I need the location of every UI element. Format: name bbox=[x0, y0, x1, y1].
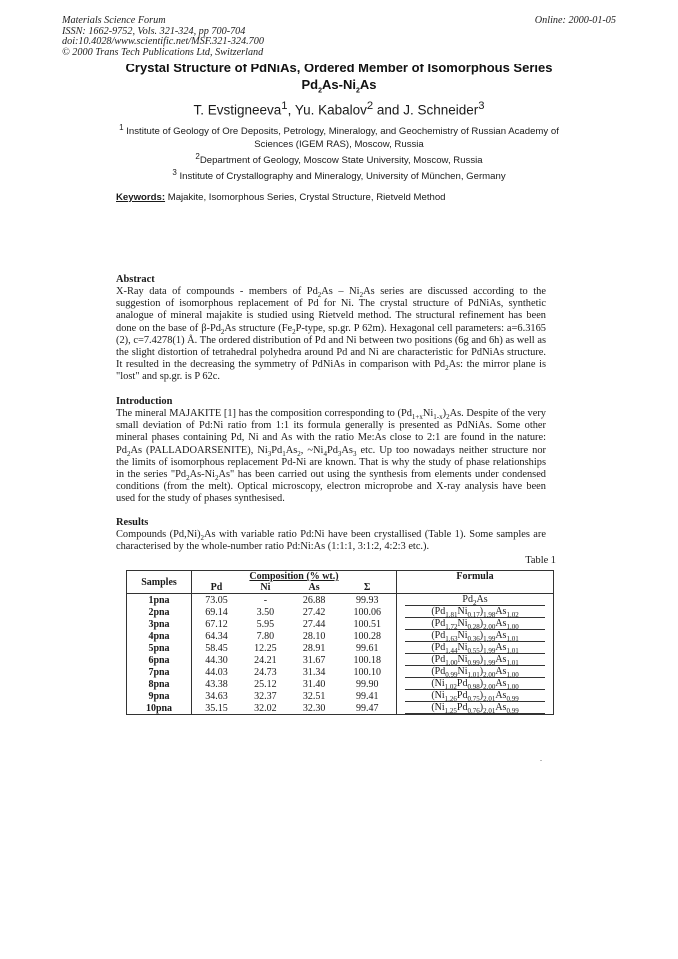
abstract-text bbox=[116, 286, 546, 384]
cell-sample: 6pna bbox=[127, 654, 192, 666]
cell-pd: 69.14 bbox=[205, 606, 228, 618]
intro-sub: 3 bbox=[267, 449, 272, 458]
cell-sample: 4pna bbox=[127, 630, 192, 642]
cell-sum: 100.28 bbox=[353, 630, 381, 642]
online-date: Online: 2000-01-05 bbox=[534, 15, 616, 26]
cell-sum: 100.10 bbox=[353, 666, 381, 678]
cell-formula bbox=[397, 666, 554, 678]
cell-sample: 8pna bbox=[127, 678, 192, 690]
cell-ni: 12.25 bbox=[254, 642, 277, 654]
cell-sum: 100.18 bbox=[353, 654, 381, 666]
cell-pd: 35.15 bbox=[192, 702, 242, 715]
cell-ni: 24.21 bbox=[254, 654, 277, 666]
cell-formula bbox=[397, 654, 554, 666]
table-body bbox=[127, 594, 554, 715]
cell-sum: 99.93 bbox=[355, 594, 379, 606]
intro-sub: 4 bbox=[323, 449, 327, 458]
abstract-sub: 2 bbox=[292, 327, 296, 336]
table-label: Table 1 bbox=[525, 555, 556, 566]
cell-pd: 34.63 bbox=[205, 690, 228, 702]
cell-sum: 99.47 bbox=[338, 702, 396, 715]
cell-as: 32.30 bbox=[290, 702, 339, 715]
affiliation-1 bbox=[100, 122, 578, 151]
author-sep-2: and bbox=[373, 102, 404, 118]
intro-seg: Pd bbox=[271, 444, 283, 456]
cell-formula bbox=[397, 606, 554, 618]
cell-pd: 73.05 bbox=[205, 594, 228, 606]
cell-sample: 7pna bbox=[127, 666, 192, 678]
doi-line: doi:10.4028/www.scientific.net/MSF.321-324.700 bbox=[62, 36, 264, 48]
table-row bbox=[127, 654, 554, 666]
cell-pd: 44.30 bbox=[205, 654, 228, 666]
intro-seg: ) bbox=[442, 408, 447, 419]
cell-sum: 99.61 bbox=[355, 642, 379, 654]
cell-sum: 100.51 bbox=[353, 618, 381, 630]
intro-seg: As bbox=[341, 444, 353, 456]
cell-formula bbox=[397, 702, 554, 715]
affiliation-3 bbox=[100, 167, 578, 184]
formula-text: $Pd_2As$ bbox=[405, 594, 545, 606]
author-3: J. Schneider bbox=[403, 102, 479, 118]
table-row bbox=[127, 666, 554, 678]
keywords-label: Keywords: bbox=[116, 192, 166, 203]
cell-pd: 64.34 bbox=[205, 630, 228, 642]
cell-ni: 5.95 bbox=[256, 618, 275, 630]
intro-seg: Ni bbox=[422, 408, 434, 419]
formula-text: $(Pd_{0.99}Ni_{1.01})_{2.00}As_{1.00}$ bbox=[405, 666, 545, 678]
abstract-sub: 2 bbox=[359, 291, 364, 300]
cell-as: 31.34 bbox=[302, 666, 326, 678]
formula-text: $(Ni_{1.25}Pd_{0.76})_{2.01}As_{0.99}$ bbox=[405, 702, 545, 714]
introduction-text bbox=[116, 408, 546, 506]
formula-text: $(Pd_{1.44}Ni_{0.55})_{1.99}As_{1.01}$ bbox=[405, 642, 545, 654]
introduction-heading: Introduction bbox=[116, 396, 173, 407]
intro-sub: 2 bbox=[214, 474, 219, 483]
author-3-mark: 3 bbox=[478, 100, 485, 112]
affiliation-3-mark: 3 bbox=[172, 168, 177, 177]
formula-text: $(Ni_{1.02}Pd_{0.98})_{2.00}As_{1.00}$ bbox=[405, 678, 545, 690]
cell-ni: 24.73 bbox=[254, 666, 277, 678]
paper-title-formula: $Pd_2As-Ni_2As$ bbox=[301, 77, 377, 95]
intro-seg: As" has been carried out using the synthesis from elements under condensed conditions (from the melt). Optical microscopy, electron microprobe and X-ray analysis have been used for the study of phases synthesised. bbox=[116, 469, 546, 505]
author-2-mark: 2 bbox=[366, 100, 374, 112]
cell-pd: 58.45 bbox=[205, 642, 228, 654]
author-2: Yu. Kabalov bbox=[294, 102, 367, 118]
cell-ni: 32.02 bbox=[241, 702, 290, 715]
cell-as: 27.44 bbox=[302, 618, 326, 630]
author-1-mark: 1 bbox=[281, 100, 288, 112]
keywords bbox=[116, 192, 446, 203]
table-row bbox=[127, 702, 554, 715]
intro-sub: 2 bbox=[186, 474, 190, 483]
journal-name: Materials Science Forum bbox=[62, 15, 166, 26]
page-speck bbox=[540, 760, 542, 761]
cell-formula bbox=[397, 690, 554, 702]
cell-ni: 7.80 bbox=[256, 630, 275, 642]
affiliation-1-text: Institute of Geology of Ore Deposits, Petrology, Mineralogy, and Geochemistry of Russian Academy of Sciences (IGEM RAS), Moscow, Russia bbox=[126, 126, 559, 150]
intro-sub: 1 bbox=[282, 449, 286, 458]
table-row bbox=[127, 618, 554, 630]
affiliation-2-mark: 2 bbox=[195, 152, 200, 161]
affiliation-3-text: Institute of Crystallography and Mineralogy, University of München, Germany bbox=[179, 171, 506, 183]
cell-as: 32.51 bbox=[302, 690, 326, 702]
cell-pd: 43.38 bbox=[205, 678, 228, 690]
table-row bbox=[127, 678, 554, 690]
cell-sum: 100.06 bbox=[353, 606, 381, 618]
cell-formula bbox=[397, 678, 554, 690]
paper-title-line1-text: Crystal Structure of PdNiAs, Ordered Member of Isomorphous Series bbox=[125, 64, 553, 75]
intro-sub: 3 bbox=[352, 449, 357, 458]
copyright-line: © 2000 Trans Tech Publications Ltd, Switzerland bbox=[62, 46, 264, 58]
cell-formula bbox=[397, 642, 554, 654]
header-samples: Samples bbox=[127, 571, 192, 594]
abstract-seg: As – Ni bbox=[321, 286, 360, 297]
cell-sample: 10pna bbox=[127, 702, 192, 715]
page-header-citation bbox=[62, 16, 264, 58]
abstract-seg: As series are discussed according to the suggestion of isomorphous replacement of Pd for Ni. The crystal structure of PdNiAs, synthetic analogue of mineral majakite is studied using Rietveld method. The structural refinement has been done on the base of β-Pd bbox=[116, 286, 546, 334]
intro-sub: 2 bbox=[297, 449, 301, 458]
cell-sample: 2pna bbox=[127, 606, 192, 618]
cell-formula bbox=[397, 594, 554, 607]
table-row bbox=[127, 642, 554, 654]
cell-ni: 32.37 bbox=[254, 690, 277, 702]
formula-text: $(Pd_{1.63}Ni_{0.36})_{1.99}As_{1.01}$ bbox=[405, 630, 545, 642]
cell-sum: 99.90 bbox=[355, 678, 379, 690]
header-composition bbox=[192, 571, 397, 583]
abstract-seg: X-Ray data of compounds - members of Pd bbox=[116, 286, 318, 297]
cell-as: 28.91 bbox=[302, 642, 326, 654]
cell-as: 31.67 bbox=[302, 654, 326, 666]
header-ni: Ni bbox=[241, 582, 290, 594]
issn-line: ISSN: 1662-9752, Vols. 321-324, pp 700-704 bbox=[62, 25, 246, 37]
intro-seg: The mineral MAJAKITE [1] has the composition corresponding to (Pd bbox=[116, 408, 412, 419]
cell-ni: - bbox=[263, 594, 268, 606]
cell-pd: 67.12 bbox=[205, 618, 228, 630]
header-formula: Formula bbox=[397, 571, 554, 594]
intro-sub: 2 bbox=[446, 413, 450, 422]
results-heading: Results bbox=[116, 517, 149, 528]
table-row bbox=[127, 630, 554, 642]
cell-as: 26.88 bbox=[302, 594, 326, 606]
cell-as: 28.10 bbox=[302, 630, 326, 642]
header-composition-label: Composition (% wt.) bbox=[249, 571, 339, 582]
cell-as: 31.40 bbox=[302, 678, 326, 690]
cell-sample: 1pna bbox=[127, 594, 192, 607]
author-sep-1: , bbox=[287, 102, 295, 118]
cell-sample: 5pna bbox=[127, 642, 192, 654]
results-text: Compounds $(Pd,Ni)_2As$ with variable ratio Pd:Ni have been crystallised (Table 1). Some samples are characterised by the whole-number ratio Pd:Ni:As (1:1:1, 3:1:2, 4:2:3 etc.). bbox=[116, 529, 546, 553]
intro-sub: 3 bbox=[337, 449, 342, 458]
formula-text: $(Ni_{1.26}Pd_{0.75})_{2.01}As_{0.99}$ bbox=[405, 690, 545, 702]
formula-text: $(Pd_{1.81}Ni_{0.17})_{1.98}As_{1.02}$ bbox=[405, 606, 545, 618]
table-row bbox=[127, 594, 554, 607]
abstract-seg: P-type, sp.gr. P 62m). Hexagonal cell parameters: a=6.3165 (2), c=7.4278(1) Å. The ordered distribution of Pd and Ni between two positions (6g and 6h) as well as the slight distortion of tetrahedral polyhedra around Pd and Ni are characteristic for PdNiAs structure. It resulted in the decreasing the symmetry of PdNiAs in comparison with Pd bbox=[116, 322, 546, 371]
abstract-sub: 2 bbox=[445, 364, 449, 373]
intro-seg: As-Ni bbox=[189, 469, 215, 481]
abstract-sub: 2 bbox=[317, 291, 322, 300]
cell-as: 27.42 bbox=[302, 606, 326, 618]
composition-table bbox=[126, 570, 554, 715]
affiliation-2-text: Department of Geology, Moscow State University, Moscow, Russia bbox=[199, 155, 483, 167]
cell-sample: 3pna bbox=[127, 618, 192, 630]
paper-title-line1 bbox=[0, 64, 678, 75]
table-row bbox=[127, 606, 554, 618]
author-list bbox=[0, 100, 678, 118]
formula-text: $(Pd_{1.00}Ni_{0.99})_{1.99}As_{1.01}$ bbox=[405, 654, 545, 666]
cell-formula bbox=[397, 630, 554, 642]
table-row bbox=[127, 690, 554, 702]
intro-seg: As bbox=[285, 444, 298, 456]
intro-sub: 1+x bbox=[411, 413, 423, 422]
cell-pd: 44.03 bbox=[205, 666, 228, 678]
cell-sum: 99.41 bbox=[355, 690, 379, 702]
intro-seg: etc. Up too nowadays neither structure nor the limits of isomorphous replacement Pd-Ni are known. That is why the study of phase relationships in the series "Pd bbox=[116, 444, 546, 481]
cell-ni: 25.12 bbox=[254, 678, 277, 690]
abstract-sub: 2 bbox=[220, 327, 225, 336]
abstract-heading: Abstract bbox=[116, 274, 155, 285]
intro-sub: 1-x bbox=[433, 413, 443, 422]
header-pd: Pd bbox=[192, 582, 242, 594]
abstract-seg: As structure (Fe bbox=[224, 322, 293, 334]
formula-text: $(Pd_{1.72}Ni_{0.28})_{2.00}As_{1.00}$ bbox=[405, 618, 545, 630]
affiliation-2 bbox=[100, 151, 578, 168]
cell-formula bbox=[397, 618, 554, 630]
abstract-seg: As: the mirror plane is "lost" and sp.gr. is P 62c. bbox=[116, 359, 546, 383]
cell-sample: 9pna bbox=[127, 690, 192, 702]
keywords-text: Majakite, Isomorphous Series, Crystal Structure, Rietveld Method bbox=[167, 192, 446, 203]
cell-ni: 3.50 bbox=[256, 606, 275, 618]
intro-seg: As. Despite of the very small deviation of Pd:Ni ratio from 1:1 its formula generally is presented as PdNiAs. Some other mineral phases containing Pd, Ni and As with the ratio Me:As close to 2:1 are found in the nature: Pd bbox=[116, 408, 546, 456]
header-as: As bbox=[290, 582, 339, 594]
intro-seg: Pd bbox=[326, 444, 338, 456]
header-sum: Σ bbox=[338, 582, 396, 594]
intro-seg: As (PALLADOARSENITE), Ni bbox=[130, 444, 268, 456]
affiliation-1-mark: 1 bbox=[119, 123, 124, 132]
paper-title-line2 bbox=[0, 77, 678, 95]
intro-seg: , ~Ni bbox=[300, 444, 324, 456]
author-1: T. Evstigneeva bbox=[193, 102, 282, 118]
intro-sub: 2 bbox=[126, 449, 131, 458]
